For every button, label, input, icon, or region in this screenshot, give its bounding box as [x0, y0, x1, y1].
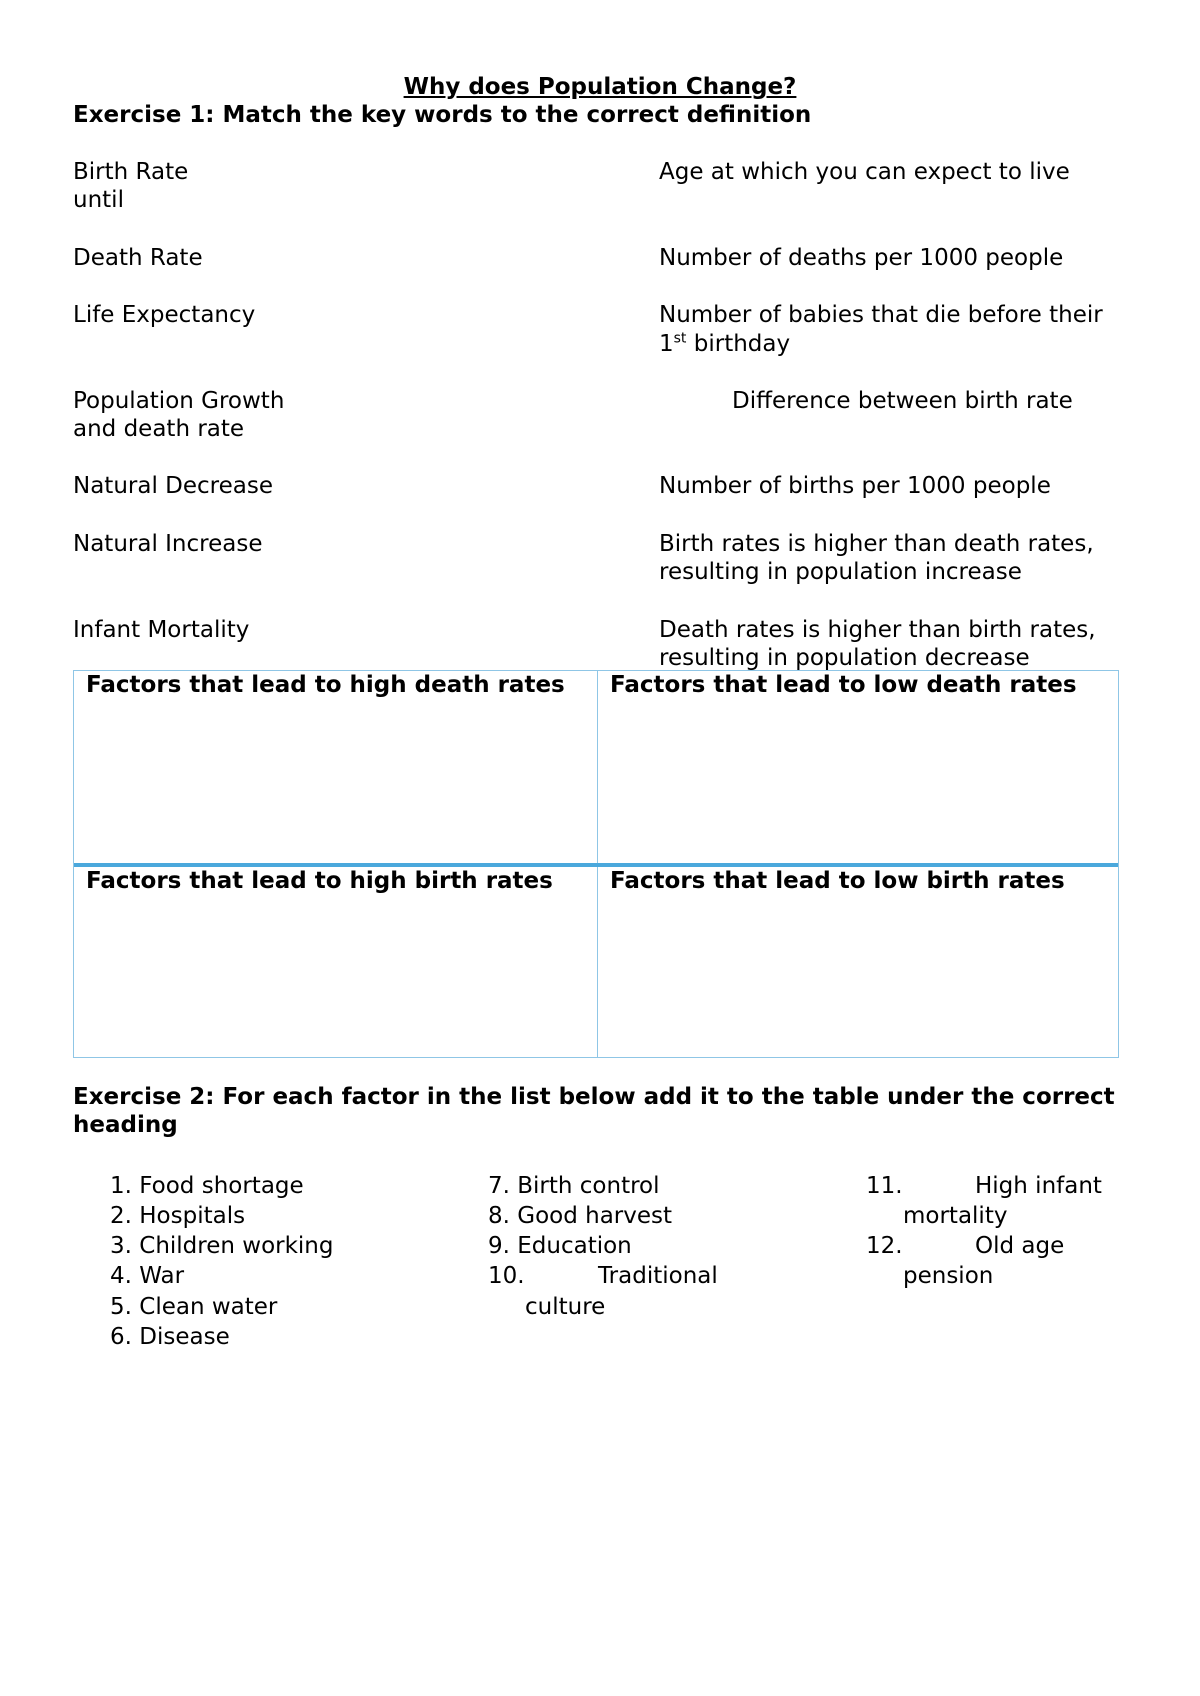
list-item: 6. Disease: [110, 1324, 230, 1350]
list-item-continuation: mortality: [903, 1203, 1008, 1229]
definition-infant-mortality-line1: Number of babies that die before their: [659, 302, 1103, 328]
definition-natural-increase-line1: Birth rates is higher than death rates,: [659, 531, 1094, 557]
definition-life-expectancy: Age at which you can expect to live: [659, 159, 1070, 185]
list-item-number: 12.: [866, 1233, 903, 1259]
definition-natural-decrease-line2: resulting in population decrease: [659, 645, 1030, 671]
exercise-1-heading: Exercise 1: Match the key words to the correct definition: [73, 102, 812, 128]
list-item: 1. Food shortage: [110, 1173, 304, 1199]
list-item: Traditional: [598, 1263, 718, 1289]
list-item: 5. Clean water: [110, 1294, 278, 1320]
term-birth-rate: Birth Rate: [73, 159, 189, 185]
term-population-growth: Population Growth: [73, 388, 285, 414]
term-overflow-until: until: [73, 187, 124, 213]
term-infant-mortality: Infant Mortality: [73, 617, 250, 643]
exercise-2-heading: Exercise 2: For each factor in the list below add it to the table under the correct heading: [73, 1084, 1115, 1138]
definition-natural-increase-line2: resulting in population increase: [659, 559, 1022, 585]
definition-birth-rate: Number of births per 1000 people: [659, 473, 1051, 499]
list-item-number: 10.: [488, 1263, 525, 1289]
term-life-expectancy: Life Expectancy: [73, 302, 256, 328]
cell-low-birth-rates[interactable]: Factors that lead to low birth rates: [610, 868, 1065, 894]
term-death-rate: Death Rate: [73, 245, 203, 271]
definition-natural-decrease-line1: Death rates is higher than birth rates,: [659, 617, 1096, 643]
term-natural-decrease: Natural Decrease: [73, 473, 273, 499]
list-item-number: 11.: [866, 1173, 903, 1199]
list-item: 2. Hospitals: [110, 1203, 246, 1229]
definition-death-rate: Number of deaths per 1000 people: [659, 245, 1064, 271]
term-natural-increase: Natural Increase: [73, 531, 263, 557]
list-item: 7. Birth control: [488, 1173, 660, 1199]
definition-population-growth: Difference between birth rate: [732, 388, 1073, 414]
cell-low-death-rates[interactable]: Factors that lead to low death rates: [610, 672, 1077, 698]
definition-infant-mortality-line2: 1st birthday: [659, 330, 791, 357]
list-item-continuation: pension: [903, 1263, 994, 1289]
list-item: 3. Children working: [110, 1233, 334, 1259]
list-item: Old age: [975, 1233, 1065, 1259]
cell-high-birth-rates[interactable]: Factors that lead to high birth rates: [86, 868, 553, 894]
page-title: Why does Population Change?: [403, 74, 797, 100]
list-item: High infant: [975, 1173, 1102, 1199]
list-item-continuation: culture: [525, 1294, 606, 1320]
list-item: 4. War: [110, 1263, 185, 1289]
list-item: 9. Education: [488, 1233, 632, 1259]
cell-high-death-rates[interactable]: Factors that lead to high death rates: [86, 672, 565, 698]
list-item: 8. Good harvest: [488, 1203, 673, 1229]
term-overflow-death-rate: and death rate: [73, 416, 245, 442]
factors-table: [73, 670, 1119, 1058]
